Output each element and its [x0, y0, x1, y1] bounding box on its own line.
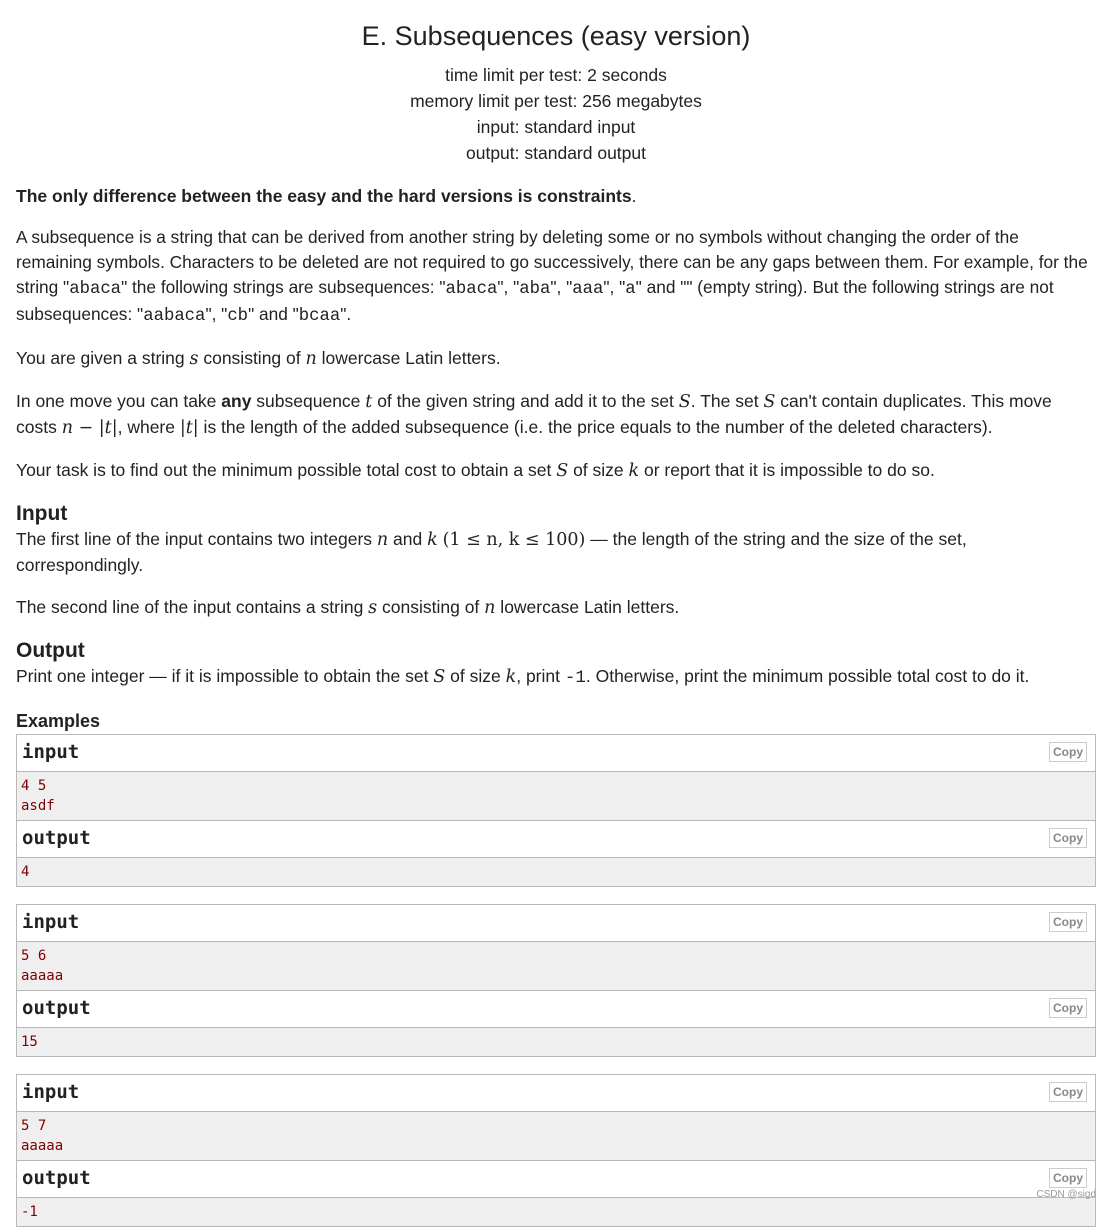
sample-input-label: input [22, 1081, 80, 1103]
sample-input-data: 4 5 asdf [17, 772, 1095, 821]
input-paragraph-2: The second line of the input contains a string s consisting of n lowercase Latin letters. [16, 597, 680, 618]
sample-input-header [17, 905, 1095, 942]
sample-test-3 [16, 1074, 1096, 1227]
output-section-title: Output [16, 639, 85, 662]
statement-note: The only difference between the easy and the hard versions is constraints. [16, 186, 637, 206]
sample-output-data: 4 [17, 858, 1095, 886]
watermark: CSDN @sigd [1036, 1189, 1096, 1200]
statement-paragraph-1: A subsequence is a string that can be derived from another string by deleting some or no symbols without changing the order of the remaining symbols. Characters to be deleted are not required to go successively, there can be any gaps between them. For example, for the string "abaca" the following strings are subsequences: "abaca", "aba", "aaa", "a" and "" (empty string). But the following strings are not subsequences: "aabaca", "cb" and "bcaa". [16, 227, 1088, 326]
examples-list [0, 734, 1112, 1227]
input-type: input: standard input [476, 117, 636, 137]
copy-input-button[interactable]: Copy [1049, 912, 1087, 932]
sample-output-header [17, 1161, 1095, 1198]
sample-output-label: output [22, 997, 91, 1019]
statement-paragraph-3: In one move you can take any subsequence t of the given string and add it to the set S. The set S can't contain duplicates. This move costs n − |t|, where |t| is the length of the added subsequence (i.e. the price equals to the number of the deleted characters). [16, 391, 1052, 438]
copy-input-button[interactable]: Copy [1049, 1082, 1087, 1102]
copy-output-button[interactable]: Copy [1049, 1168, 1087, 1188]
statement-paragraph-2: You are given a string s consisting of n lowercase Latin letters. [16, 348, 501, 369]
sample-output-data: 15 [17, 1028, 1095, 1056]
sample-output-label: output [22, 827, 91, 849]
time-limit: time limit per test: 2 seconds [445, 65, 667, 85]
sample-output-label: output [22, 1167, 91, 1189]
sample-input-data: 5 7 aaaaa [17, 1112, 1095, 1161]
sample-test-2 [16, 904, 1096, 1057]
copy-output-button[interactable]: Copy [1049, 998, 1087, 1018]
sample-input-data: 5 6 aaaaa [17, 942, 1095, 991]
problem-header [0, 0, 1112, 166]
examples-title: Examples [16, 711, 101, 731]
output-paragraph-1: Print one integer — if it is impossible to obtain the set S of size k, print -1. Otherwise, print the minimum possible total cost to do it. [16, 666, 1030, 688]
sample-input-label: input [22, 911, 80, 933]
sample-input-label: input [22, 741, 80, 763]
copy-input-button[interactable]: Copy [1049, 742, 1087, 762]
input-section-title: Input [16, 502, 68, 525]
sample-output-header [17, 991, 1095, 1028]
sample-output-header [17, 821, 1095, 858]
sample-input-header [17, 1075, 1095, 1112]
problem-statement [0, 184, 1112, 734]
sample-output-data: -1 [17, 1198, 1095, 1226]
problem-limits [0, 62, 1112, 166]
sample-test-1 [16, 734, 1096, 887]
statement-paragraph-4: Your task is to find out the minimum possible total cost to obtain a set S of size k or report that it is impossible to do so. [16, 460, 935, 481]
copy-output-button[interactable]: Copy [1049, 828, 1087, 848]
sample-input-header [17, 735, 1095, 772]
input-paragraph-1: The first line of the input contains two integers n and k (1 ≤ n, k ≤ 100) — the length of the string and the size of the set, correspondingly. [16, 529, 967, 575]
memory-limit: memory limit per test: 256 megabytes [410, 91, 702, 111]
problem-title: E. Subsequences (easy version) [361, 21, 751, 51]
output-type: output: standard output [466, 143, 646, 163]
